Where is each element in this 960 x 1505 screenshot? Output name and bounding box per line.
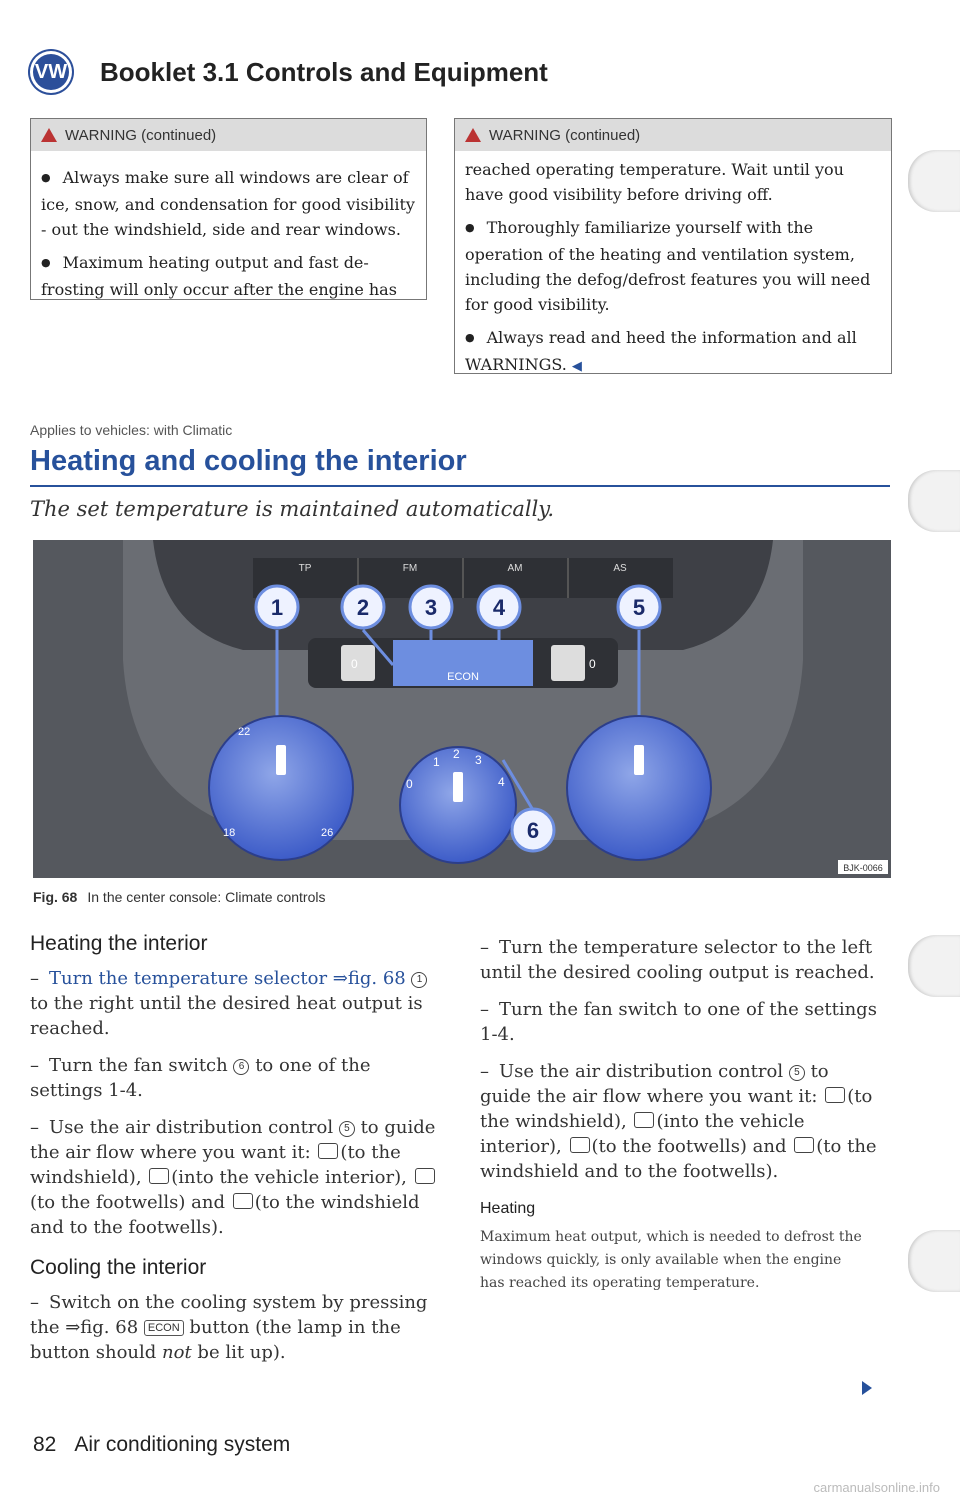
warning-box-left xyxy=(30,118,427,300)
page-title: Booklet 3.1 Controls and Equipment xyxy=(100,56,548,87)
margin-tab xyxy=(908,1230,960,1292)
warning-bullet: ● Maximum heating output and fast de-frosting will only occur after the engine has xyxy=(41,250,416,302)
step-air-distribution: – Use the air distribution control 5 to guide the air flow where you want it: (to the windshield), (into the vehicle interior), (to the footwells) and (to the windshield and to the footwells). xyxy=(30,1117,436,1238)
button-label: FM xyxy=(402,563,418,574)
callout-6: 6 xyxy=(526,818,540,843)
brand-logo: VW xyxy=(30,51,72,93)
figure-number: Fig. 68 xyxy=(33,889,78,905)
econ-button-label: ECON xyxy=(144,1320,184,1336)
warning-heading xyxy=(31,119,426,151)
margin-tab xyxy=(908,470,960,532)
warning-bullet: ● Always make sure all windows are clear of ice, snow, and condensation for good visibility - out the windshield, side and rear windows. xyxy=(41,165,416,242)
seat-heat-right-label: 0 xyxy=(589,657,596,671)
button-label: AM xyxy=(507,563,523,574)
warning-heading-text: WARNING (continued) xyxy=(65,126,217,144)
applies-to: Applies to vehicles: with Climatic xyxy=(30,422,233,438)
callout-1: 1 xyxy=(270,595,284,620)
fan-mark: 1 xyxy=(433,755,440,769)
step-temperature-left: – Turn the temperature selector to the left until the desired cooling output is reached. xyxy=(480,937,875,983)
windshield-footwell-icon xyxy=(794,1137,814,1153)
callout-5: 5 xyxy=(632,595,646,620)
step-temperature: – Turn the temperature selector ⇒fig. 68 1 to the right until the desired heat output is reached. xyxy=(30,966,445,1041)
interior-vent-icon xyxy=(634,1112,654,1128)
warning-icon xyxy=(41,128,57,142)
page-number: 82 xyxy=(33,1433,57,1456)
warning-heading xyxy=(455,119,891,151)
page-header xyxy=(30,42,548,102)
step-econ: – Switch on the cooling system by pressing the ⇒fig. 68 ECON button (the lamp in the button should not be lit up). xyxy=(30,1292,428,1363)
step-fan-right: – Turn the fan switch to one of the settings 1-4. xyxy=(480,999,877,1045)
warning-icon xyxy=(465,128,481,142)
chapter-name: Air conditioning system xyxy=(74,1433,291,1456)
temp-mark: 18 xyxy=(223,827,236,839)
fan-mark: 2 xyxy=(453,747,460,761)
button-label: TP xyxy=(298,563,312,574)
windshield-icon xyxy=(825,1087,845,1103)
warning-box-right xyxy=(454,118,892,374)
fan-mark: 0 xyxy=(406,777,413,791)
windshield-footwell-icon xyxy=(233,1193,253,1209)
section-rule xyxy=(30,485,890,487)
section-subtitle: The set temperature is maintained automatically. xyxy=(30,497,555,521)
callout-2: 2 xyxy=(356,595,370,620)
callout-3: 3 xyxy=(424,595,438,620)
step-air-distribution-right: – Use the air distribution control 5 to guide the air flow where you want it: (to the windshield), (into the vehicle interior), (to the footwells) and (to the windshield and to the footwells). xyxy=(480,1061,877,1182)
callout-ref: 5 xyxy=(339,1121,355,1137)
warning-continuation: reached operating temperature. Wait until you have good visibility before driving off. xyxy=(465,160,844,204)
left-column xyxy=(30,932,445,1365)
caption-text: In the center console: Climate controls xyxy=(87,889,326,905)
step-fan: – Turn the fan switch 6 to one of the settings 1-4. xyxy=(30,1055,371,1101)
figure-code: BJK-0066 xyxy=(843,863,883,873)
heating-note-text: Maximum heat output, which is needed to defrost the windows quickly, is only available when the engine has reached its operating temperature. xyxy=(480,1229,862,1291)
callout-ref: 5 xyxy=(789,1065,805,1081)
windshield-icon xyxy=(318,1143,338,1159)
margin-tab xyxy=(908,935,960,997)
warning-bullet: ● Always read and heed the information and all WARNINGS. ◀ xyxy=(465,325,881,379)
warning-heading-text: WARNING (continued) xyxy=(489,126,641,144)
watermark: carmanualsonline.info xyxy=(813,1480,940,1495)
temp-mark: 26 xyxy=(321,827,334,839)
climate-controls-figure xyxy=(33,540,891,878)
heading-cooling-interior: Cooling the interior xyxy=(30,1256,207,1279)
end-marker: ◀ xyxy=(571,359,582,374)
callout-4: 4 xyxy=(492,595,506,620)
button-label: AS xyxy=(613,563,627,574)
warning-bullet: ● Thoroughly familiarize yourself with the operation of the heating and ventilation system, including the defog/defrost features you will need for good visibility. xyxy=(465,215,881,317)
callout-ref: 6 xyxy=(233,1059,249,1075)
next-page-arrow-icon xyxy=(862,1381,872,1395)
econ-label: ECON xyxy=(447,671,479,683)
interior-vent-icon xyxy=(149,1168,169,1184)
heating-note-label: Heating xyxy=(480,1200,536,1217)
right-column xyxy=(480,935,885,1295)
climate-panel-illustration xyxy=(33,540,891,878)
page-footer xyxy=(33,1433,290,1457)
footwell-icon xyxy=(415,1168,435,1184)
section-title: Heating and cooling the interior xyxy=(30,445,467,477)
fan-mark: 3 xyxy=(475,753,482,767)
figure-caption xyxy=(33,889,325,905)
seat-heat-left-label: 0 xyxy=(351,657,358,671)
callout-ref: 1 xyxy=(411,972,427,988)
margin-tab xyxy=(908,150,960,212)
heading-heating-interior: Heating the interior xyxy=(30,932,208,955)
footwell-icon xyxy=(570,1137,590,1153)
temp-mark: 22 xyxy=(238,726,251,738)
fan-mark: 4 xyxy=(498,775,505,789)
